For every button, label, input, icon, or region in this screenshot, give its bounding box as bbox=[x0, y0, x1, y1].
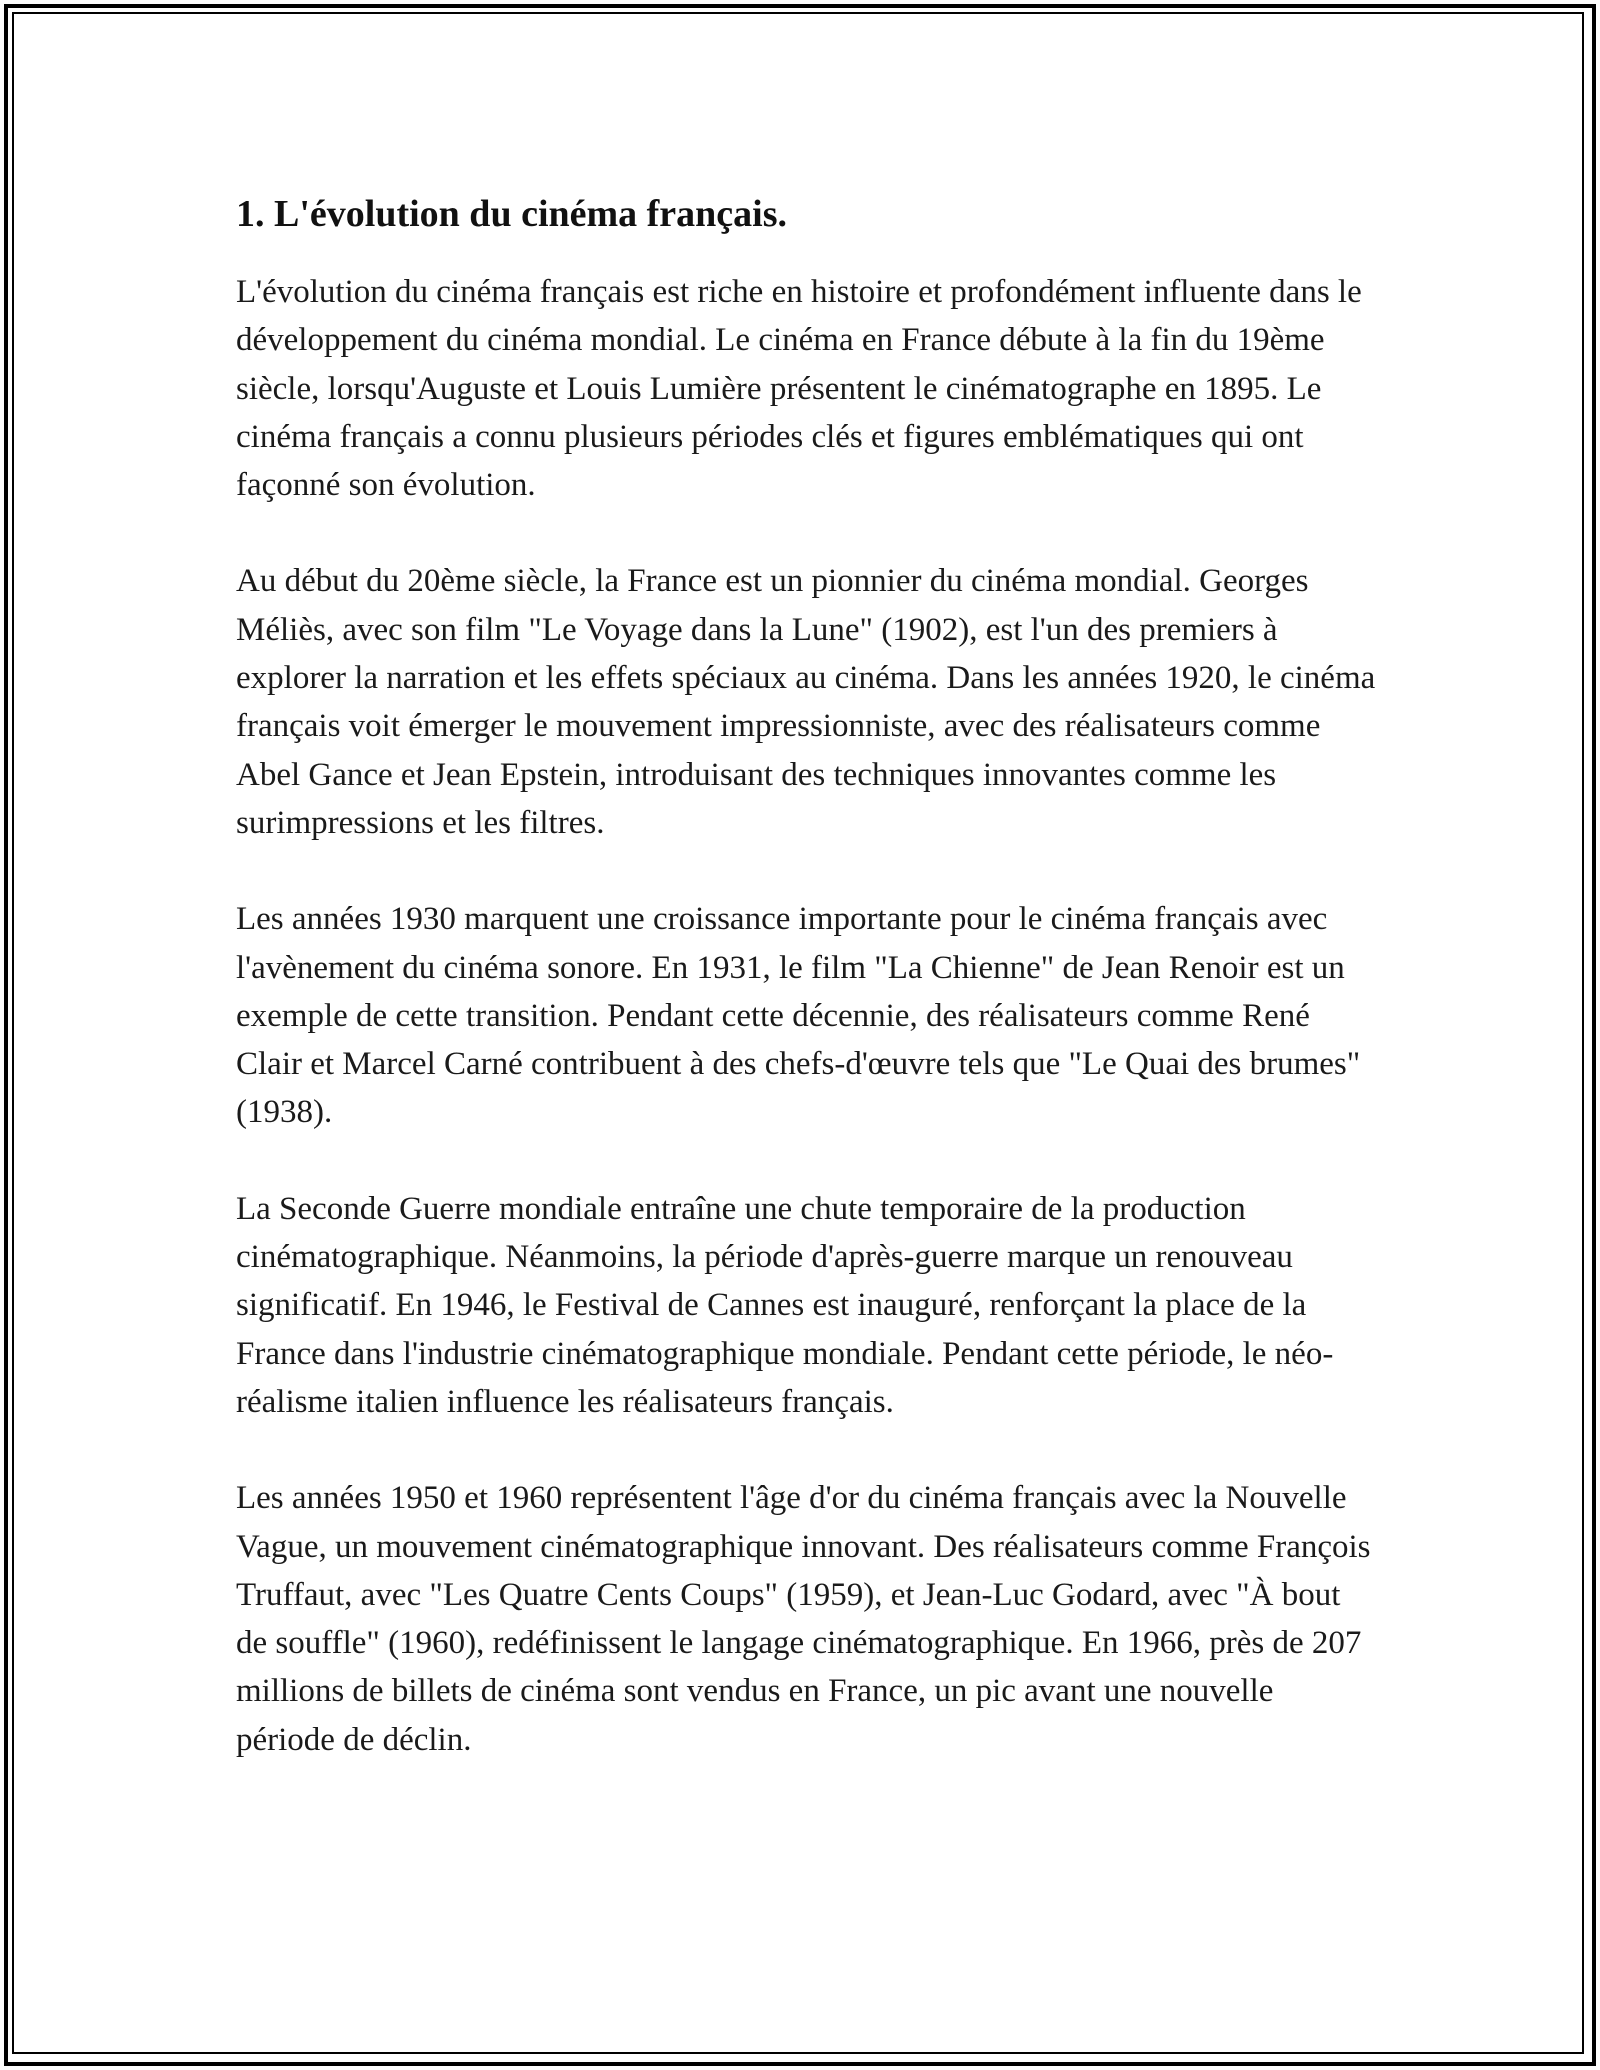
paragraph-1930s: Les années 1930 marquent une croissance importante pour le cinéma français avec l'avènement du cinéma sonore. En 1931, le film "La Chienne" de Jean Renoir est un exemple de cette transition. Pendant cette décennie, des réalisateurs comme René Clair et Marcel Carné contribuent à des chefs-d'œuvre tels que "Le Quai des brumes" (1938). bbox=[236, 901, 1361, 1131]
paragraph-early-20th-century: Au début du 20ème siècle, la France est un pionnier du cinéma mondial. Georges Méliès, avec son film "Le Voyage dans la Lune" (1902), est l'un des premiers à explorer la narration et les effets spéciaux au cinéma. Dans les années 1920, le cinéma français voit émerger le mouvement impressionniste, avec des réalisateurs comme Abel Gance et Jean Epstein, introduisant des techniques innovantes comme les surimpressions et les filtres. bbox=[236, 563, 1376, 841]
document-body bbox=[236, 186, 1376, 1764]
paragraph-postwar: La Seconde Guerre mondiale entraîne une chute temporaire de la production cinématographique. Néanmoins, la période d'après-guerre marque un renouveau significatif. En 1946, le Festival de Cannes est inauguré, renforçant la place de la France dans l'industrie cinématographique mondiale. Pendant cette période, le néo-réalisme italien influence les réalisateurs français. bbox=[236, 1190, 1334, 1420]
paragraph-nouvelle-vague: Les années 1950 et 1960 représentent l'âge d'or du cinéma français avec la Nouvelle Vague, un mouvement cinématographique innovant. Des réalisateurs comme François Truffaut, avec "Les Quatre Cents Coups" (1959), et Jean-Luc Godard, avec "À bout de souffle" (1960), redéfinissent le langage cinématographique. En 1966, près de 207 millions de billets de cinéma sont vendus en France, un pic avant une nouvelle période de déclin. bbox=[236, 1480, 1371, 1758]
paragraph-intro: L'évolution du cinéma français est riche en histoire et profondément influente dans le développement du cinéma mondial. Le cinéma en France débute à la fin du 19ème siècle, lorsqu'Auguste et Louis Lumière présentent le cinématographe en 1895. Le cinéma français a connu plusieurs périodes clés et figures emblématiques qui ont façonné son évolution. bbox=[236, 274, 1362, 504]
section-title: 1. L'évolution du cinéma français. bbox=[236, 193, 788, 235]
